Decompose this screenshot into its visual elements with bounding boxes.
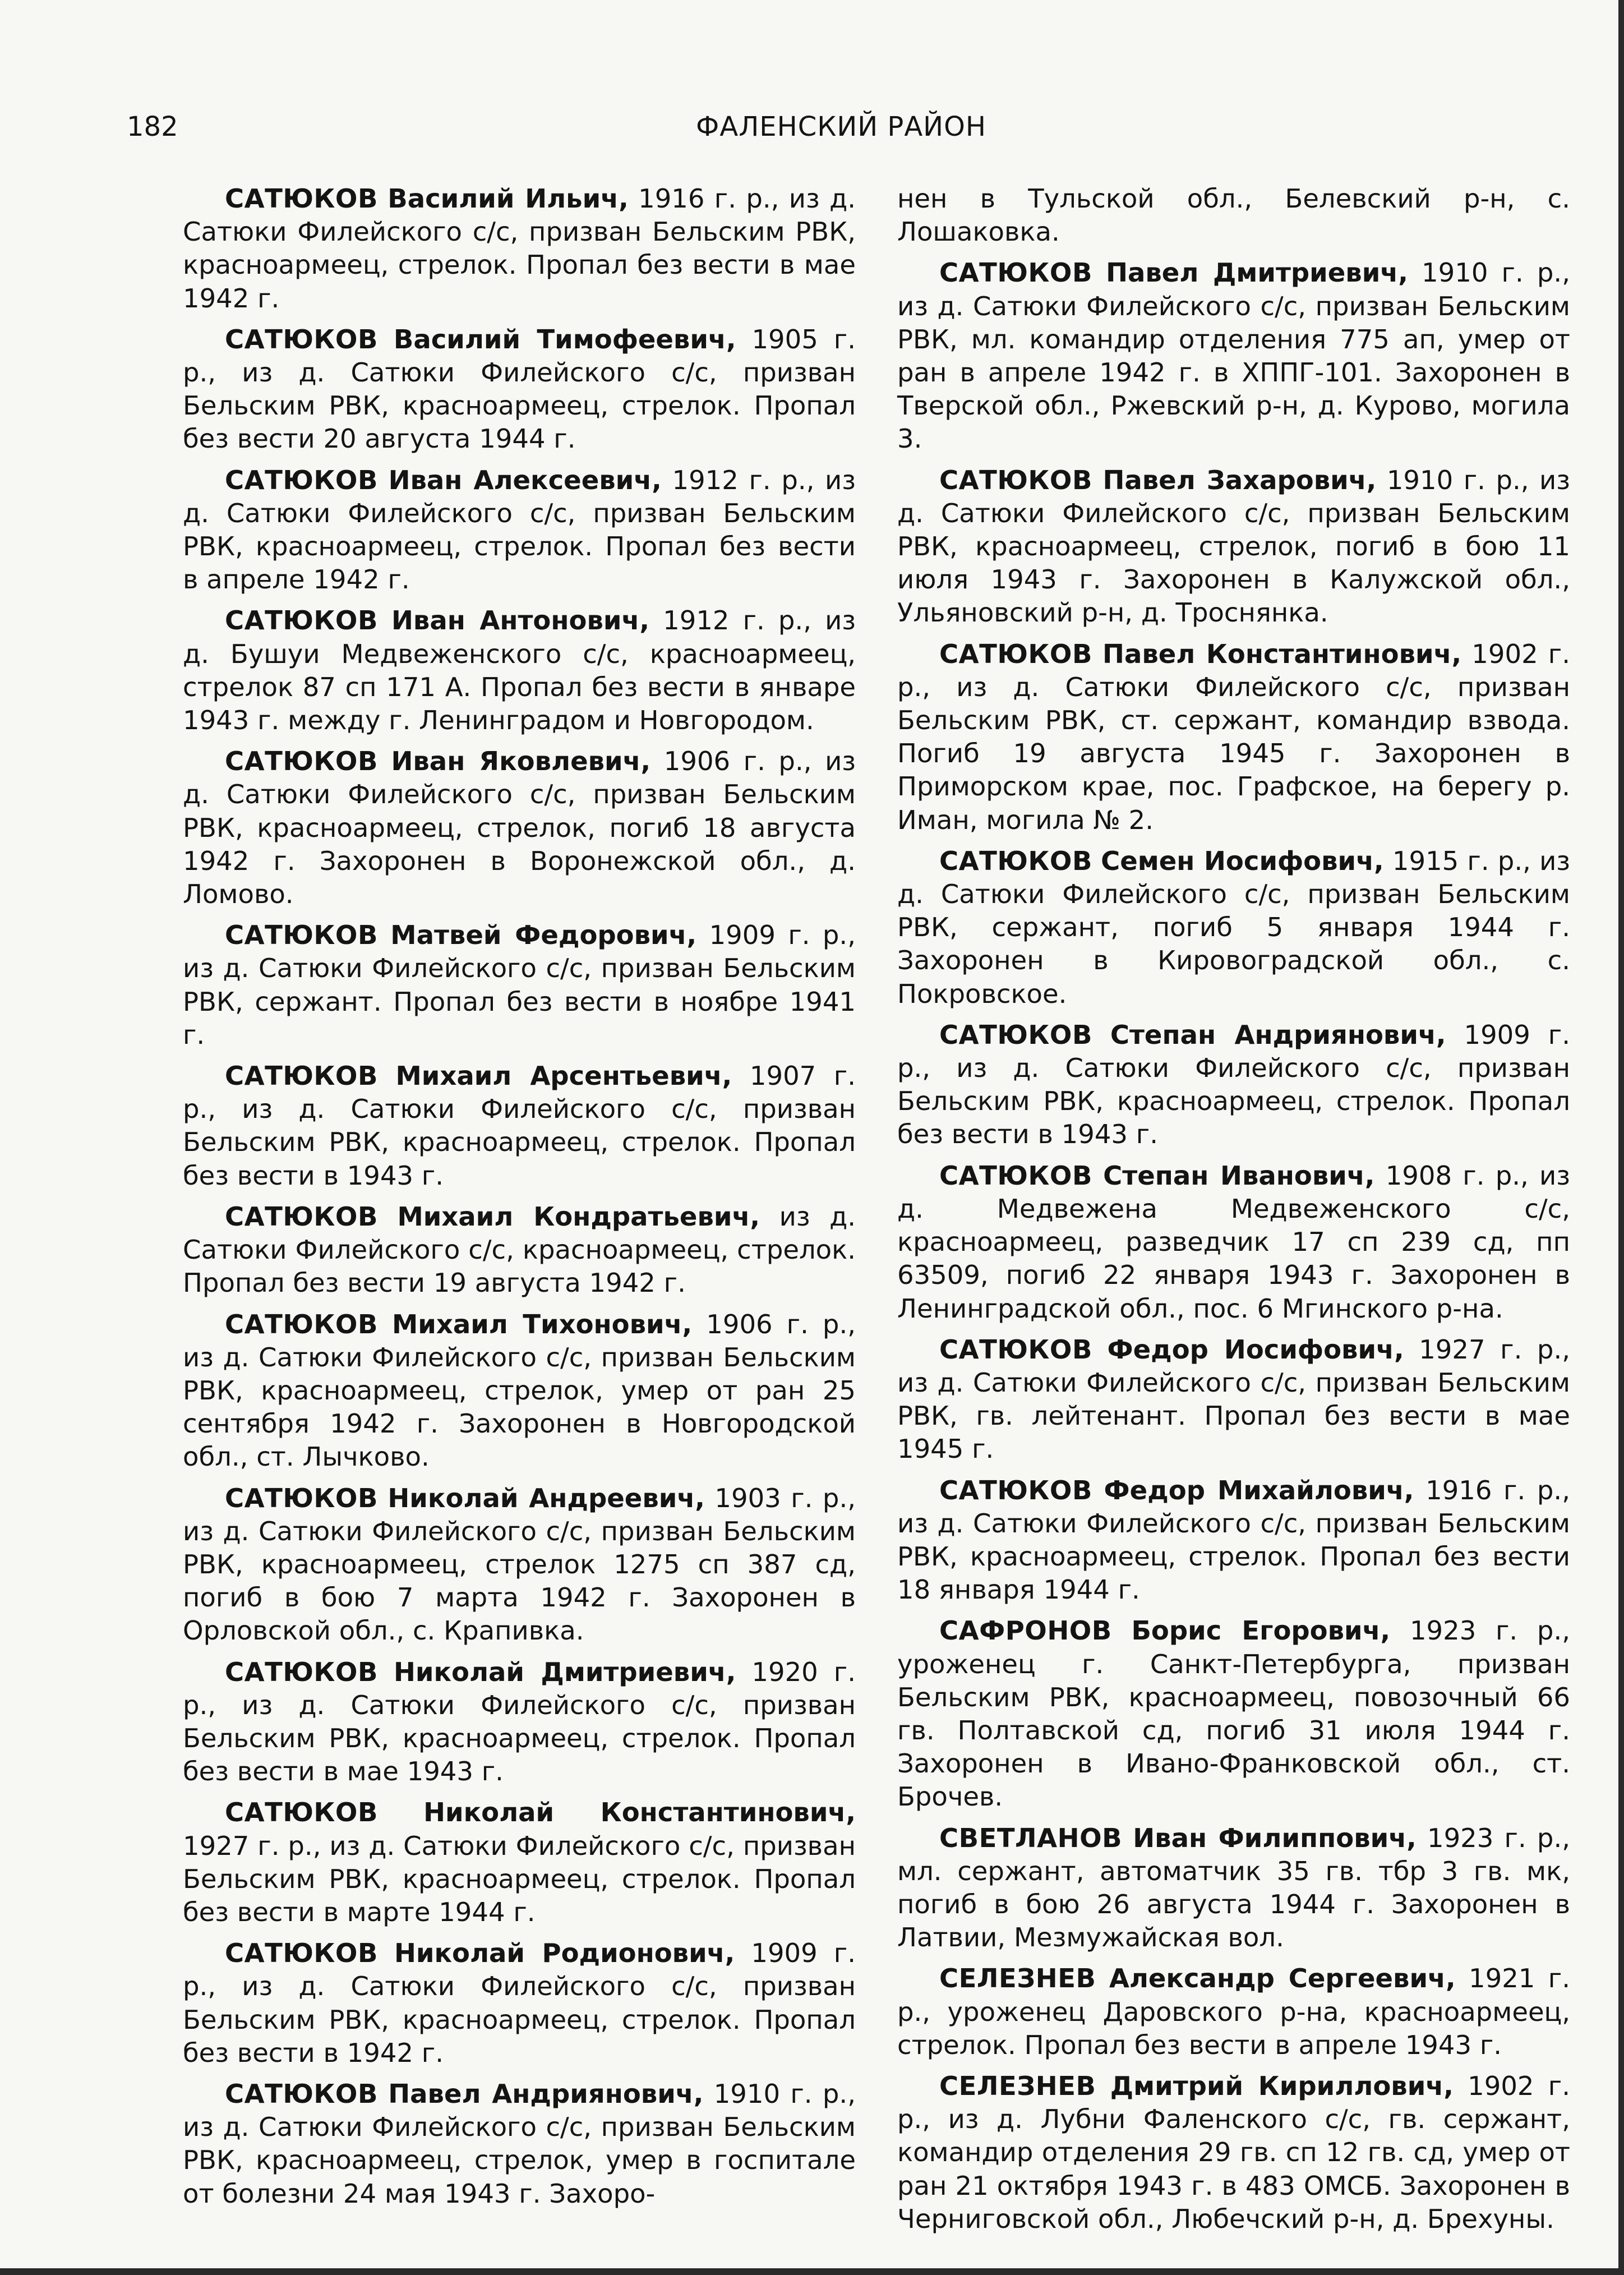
entry-details: 1910 г. р., из д. Сатюки Филейского с/с, призван Бельским РВК, красноармеец, стрелок, погиб в бою 11 июля 1943 г. Захоронен в Калужской обл., Ульяновский р-н, д. Троснянка. — [897, 464, 1571, 628]
entry-details: 1906 г. р., из д. Сатюки Филейского с/с, призван Бельским РВК, красноармеец, стрелок, умер от ран 25 сентября 1942 г. Захоронен в Новгородской обл., ст. Лычково. — [183, 1309, 856, 1472]
memorial-entry — [183, 464, 856, 597]
left-column — [183, 182, 856, 2218]
memorial-entry — [897, 2070, 1570, 2236]
memorial-entry — [897, 1333, 1570, 1466]
entry-given-names: Михаил Тихонович, — [391, 1309, 693, 1339]
memorial-entry — [183, 1796, 856, 1929]
entry-details: 1907 г. р., из д. Сатюки Филейского с/с, призван Бельским РВК, красноармеец, стрелок. Пропал без вести в 1943 г. — [183, 1061, 856, 1191]
entry-given-names: Михаил Арсентьевич, — [395, 1061, 732, 1092]
entry-details: 1920 г. р., из д. Сатюки Филейского с/с, призван Бельским РВК, красноармеец, стрелок. Пропал без вести в мае 1943 г. — [183, 1656, 856, 1787]
entry-surname: СВЕТЛАНОВ — [939, 1822, 1123, 1853]
entry-surname: САТЮКОВ — [939, 638, 1092, 669]
entry-given-names: Дмитрий Кириллович, — [1110, 2070, 1454, 2101]
entry-given-names: Федор Михайлович, — [1104, 1475, 1414, 1505]
right-column — [897, 182, 1570, 2244]
memorial-entry — [897, 256, 1570, 455]
entry-details: 1927 г. р., из д. Сатюки Филейского с/с, призван Бельским РВК, красноармеец, стрелок. Пропал без вести в марте 1944 г. — [183, 1830, 856, 1927]
entry-details: 1902 г. р., из д. Сатюки Филейского с/с, призван Бельским РВК, ст. сержант, командир взвода. Погиб 19 августа 1945 г. Захоронен в Приморском крае, пос. Графское, на берегу р. Иман, могила № 2. — [897, 638, 1570, 835]
entry-details: 1927 г. р., из д. Сатюки Филейского с/с, призван Бельским РВК, гв. лейтенант. Пропал без вести в мае 1945 г. — [897, 1334, 1571, 1465]
entry-surname: САТЮКОВ — [939, 845, 1092, 876]
entry-details: 1923 г. р., уроженец г. Санкт-Петербурга, призван Бельским РВК, красноармеец, повозочный 66 гв. Полтавской сд, погиб 31 июля 1944 г. Захоронен в Ивано-Франковской обл., ст. Брочев. — [897, 1615, 1571, 1812]
entry-given-names: Иван Филиппович, — [1133, 1822, 1417, 1853]
entry-given-names: Николай Андреевич, — [387, 1482, 705, 1513]
entry-surname: САТЮКОВ — [225, 183, 378, 214]
entry-details: 1910 г. р., из д. Сатюки Филейского с/с, призван Бельским РВК, мл. командир отделения 775 ап, умер от ран в апреле 1942 г. в ХППГ-101. Захоронен в Тверской обл., Ржевский р-н, д. Курово, могила 3. — [897, 257, 1570, 454]
memorial-entry — [183, 2078, 856, 2210]
entry-surname: СЕЛЕЗНЕВ — [939, 1963, 1096, 1994]
entry-given-names: Николай Дмитриевич, — [393, 1656, 736, 1687]
entry-details: из д. Сатюки Филейского с/с, красноармеец, стрелок. Пропал без вести 19 августа 1942 г. — [183, 1201, 856, 1298]
memorial-entry — [183, 1656, 856, 1789]
continued-entry: нен в Тульской обл., Белевский р-н, с. Лошаковка. — [897, 183, 1570, 247]
entry-details: 1909 г. р., из д. Сатюки Филейского с/с, призван Бельским РВК, сержант. Пропал без вести в ноябре 1941 г. — [183, 920, 856, 1050]
entry-surname: СЕЛЕЗНЕВ — [939, 2070, 1096, 2101]
entry-surname: САТЮКОВ — [939, 1019, 1092, 1050]
entry-surname: САТЮКОВ — [939, 464, 1092, 495]
entry-surname: САФРОНОВ — [939, 1615, 1112, 1646]
memorial-entry — [897, 638, 1570, 837]
entry-given-names: Федор Иосифович, — [1107, 1334, 1404, 1365]
entry-details: 1908 г. р., из д. Медвежена Медвеженского с/с, красноармеец, разведчик 17 сп 239 сд, пп 63509, погиб 22 января 1943 г. Захоронен в Ленинградской обл., пос. 6 Мгинского р-на. — [897, 1160, 1571, 1324]
entry-given-names: Иван Яковлевич, — [391, 746, 651, 777]
page-frame-bottom — [0, 2268, 1624, 2275]
memorial-entry — [897, 464, 1570, 630]
entry-surname: САТЮКОВ — [225, 1061, 378, 1092]
entry-details: 1923 г. р., мл. сержант, автоматчик 35 гв. тбр 3 гв. мк, погиб в бою 26 августа 1944 г. Захоронен в Латвии, Мезмужайская вол. — [897, 1822, 1571, 1953]
entry-surname: САТЮКОВ — [225, 1482, 378, 1513]
memorial-entry — [183, 1060, 856, 1192]
entry-given-names: Павел Константинович, — [1102, 638, 1462, 669]
entry-given-names: Николай Константинович, — [423, 1797, 856, 1828]
entry-surname: САТЮКОВ — [939, 257, 1092, 288]
entry-details: 1921 г. р., уроженец Даровского р-на, красноармеец, стрелок. Пропал без вести в апреле 1943 г. — [897, 1963, 1570, 2060]
memorial-entry — [183, 1482, 856, 1648]
entry-details: 1912 г. р., из д. Сатюки Филейского с/с, призван Бельским РВК, красноармеец, стрелок. Пропал без вести в апреле 1942 г. — [183, 464, 856, 595]
memorial-entry — [897, 845, 1570, 1011]
entry-details: 1905 г. р., из д. Сатюки Филейского с/с, призван Бельским РВК, красноармеец, стрелок. Пропал без вести 20 августа 1944 г. — [183, 324, 856, 454]
memorial-entry — [183, 1200, 856, 1300]
entry-details: 1909 г. р., из д. Сатюки Филейского с/с, призван Бельским РВК, красноармеец, стрелок. Пропал без вести в 1943 г. — [897, 1019, 1570, 1150]
memorial-entry — [897, 1159, 1570, 1325]
entry-details: 1906 г. р., из д. Сатюки Филейского с/с, призван Бельским РВК, красноармеец, стрелок, погиб 18 августа 1942 г. Захоронен в Воронежской обл., д. Ломово. — [183, 746, 856, 910]
entry-surname: САТЮКОВ — [225, 1201, 378, 1232]
memorial-entry — [183, 323, 856, 456]
entry-details: 1910 г. р., из д. Сатюки Филейского с/с, призван Бельским РВК, красноармеец, стрелок, умер в госпитале от болезни 24 мая 1943 г. Захоро- — [183, 2078, 856, 2209]
entry-surname: САТЮКОВ — [225, 746, 378, 777]
entry-given-names: Василий Тимофеевич, — [393, 324, 736, 354]
entry-surname: САТЮКОВ — [939, 1160, 1092, 1191]
entry-surname: САТЮКОВ — [225, 464, 378, 495]
entry-details: 1903 г. р., из д. Сатюки Филейского с/с, призван Бельским РВК, красноармеец, стрелок 1275 сп 387 сд, погиб в бою 7 марта 1942 г. Захоронен в Орловской обл., с. Крапивка. — [183, 1482, 856, 1646]
entry-surname: САТЮКОВ — [225, 1797, 378, 1828]
entry-surname: САТЮКОВ — [939, 1334, 1092, 1365]
memorial-entry — [897, 1614, 1570, 1813]
entry-given-names: Николай Родионович, — [394, 1938, 735, 1969]
entry-surname: САТЮКОВ — [225, 1938, 378, 1969]
entry-given-names: Семен Иосифович, — [1101, 845, 1384, 876]
entry-details: 1916 г. р., из д. Сатюки Филейского с/с, призван Бельским РВК, красноармеец, стрелок. Пропал без вести 18 января 1944 г. — [897, 1475, 1570, 1605]
entry-details: 1902 г. р., из д. Лубни Фаленского с/с, гв. сержант, командир отделения 29 гв. сп 12 гв. сд, умер от ран 21 октября 1943 г. в 483 ОМСБ. Захоронен в Черниговской обл., Любечский р-н, д. Брехуны. — [897, 2070, 1570, 2234]
entry-given-names: Борис Егорович, — [1131, 1615, 1391, 1646]
page-number: 182 — [127, 111, 178, 142]
entry-surname: САТЮКОВ — [225, 605, 378, 636]
memorial-entry — [897, 1474, 1570, 1607]
page-frame-right — [1618, 0, 1624, 2275]
entry-surname: САТЮКОВ — [225, 324, 378, 354]
entry-given-names: Степан Андриянович, — [1110, 1019, 1446, 1050]
memorial-entry — [897, 1962, 1570, 2062]
entry-given-names: Павел Дмитриевич, — [1106, 257, 1408, 288]
memorial-entry — [183, 1308, 856, 1474]
entry-surname: САТЮКОВ — [225, 1309, 378, 1339]
memorial-entry — [897, 1822, 1570, 1955]
memorial-entry — [183, 919, 856, 1052]
memorial-entry — [897, 1019, 1570, 1152]
entry-given-names: Михаил Кондратьевич, — [397, 1201, 760, 1232]
entry-surname: САТЮКОВ — [225, 1656, 378, 1687]
entry-given-names: Павел Захарович, — [1102, 464, 1377, 495]
memorial-entry — [183, 1937, 856, 2070]
running-head: ФАЛЕНСКИЙ РАЙОН — [696, 111, 986, 142]
entry-given-names: Иван Антонович, — [391, 605, 650, 636]
memorial-entry — [183, 745, 856, 911]
entry-details: 1909 г. р., из д. Сатюки Филейского с/с, призван Бельским РВК, красноармеец, стрелок. Пропал без вести в 1942 г. — [183, 1938, 856, 2068]
entry-given-names: Степан Иванович, — [1103, 1160, 1375, 1191]
entry-surname: САТЮКОВ — [939, 1475, 1092, 1505]
entry-details: 1912 г. р., из д. Бушуи Медвеженского с/с, красноармеец, стрелок 87 сп 171 А. Пропал без вести в январе 1943 г. между г. Ленинградом и Новгородом. — [183, 605, 856, 736]
memorial-entry — [183, 604, 856, 737]
entry-details: 1916 г. р., из д. Сатюки Филейского с/с, призван Бельским РВК, красноармеец, стрелок. Пропал без вести в мае 1942 г. — [183, 183, 856, 314]
entry-surname: САТЮКОВ — [225, 2078, 378, 2109]
entry-given-names: Василий Ильич, — [387, 183, 629, 214]
memorial-entry — [183, 182, 856, 315]
entry-details: 1915 г. р., из д. Сатюки Филейского с/с, призван Бельским РВК, сержант, погиб 5 января 1944 г. Захоронен в Кировоградской обл., с. Покровское. — [897, 845, 1571, 1009]
entry-given-names: Иван Алексеевич, — [388, 464, 662, 495]
entry-given-names: Павел Андриянович, — [388, 2078, 704, 2109]
entry-given-names: Александр Сергеевич, — [1109, 1963, 1456, 1994]
entry-given-names: Матвей Федорович, — [390, 920, 697, 951]
entry-surname: САТЮКОВ — [225, 920, 378, 951]
